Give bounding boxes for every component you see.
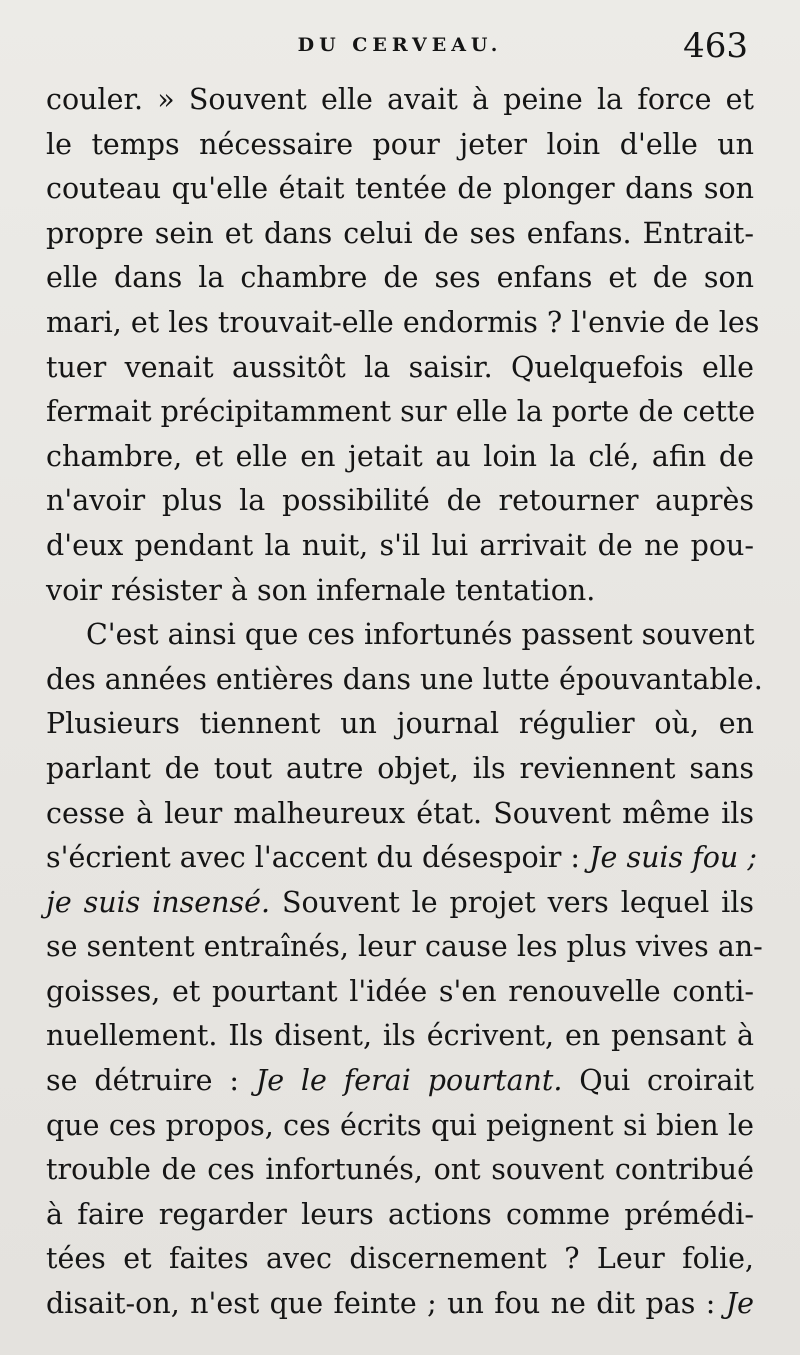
text-line: trouble de ces infortunés, ont souvent contribué [46, 1153, 754, 1187]
text-line: nuellement. Ils disent, ils écrivent, en pensant à [46, 1019, 754, 1053]
text-line: tuer venait aussitôt la saisir. Quelquefois elle [46, 350, 754, 384]
text-line: d'eux pendant la nuit, s'il lui arrivait de ne pou- [46, 528, 754, 562]
italic-quote: Je suis fou ; [589, 841, 757, 875]
text-line: je suis insensé. Souvent le projet vers lequel ils [46, 885, 755, 919]
text-line: Plusieurs tiennent un journal régulier où, en [46, 707, 754, 741]
text-line: se détruire : Je le ferai pourtant. Qui croirait [46, 1064, 755, 1098]
text-line: s'écrient avec l'accent du désespoir : Je suis fou ; [46, 841, 757, 875]
text-line: se sentent entraînés, leur cause les plus vives an- [46, 930, 763, 964]
text-line: parlant de tout autre objet, ils reviennent sans [46, 751, 754, 785]
text-line: goisses, et pourtant l'idée s'en renouvelle conti- [46, 974, 754, 1008]
running-title: DU CERVEAU. [297, 34, 503, 56]
running-header [0, 28, 800, 68]
text-line: chambre, et elle en jetait au loin la clé, afin de [46, 439, 754, 473]
paragraph-end-line: voir résister à son infernale tentation. [46, 573, 596, 607]
text-line: couler. » Souvent elle avait à peine la force et [46, 83, 754, 116]
text-line: des années entières dans une lutte épouvantable. [46, 662, 763, 696]
text-line: le temps nécessaire pour jeter loin d'elle un [46, 127, 754, 161]
text-line: propre sein et dans celui de ses enfans. Entrait- [46, 216, 754, 250]
italic-quote: je suis insensé. [46, 885, 271, 919]
text-line: cesse à leur malheureux état. Souvent même ils [46, 796, 754, 830]
italic-quote: Je le ferai pourtant. [255, 1064, 563, 1098]
text-line: fermait précipitamment sur elle la porte de cette [46, 395, 756, 429]
page-number: 463 [683, 26, 748, 66]
text-line: mari, et les trouvait-elle endormis ? l'envie de les [46, 305, 760, 339]
body-text [46, 78, 763, 1327]
text-line: que ces propos, ces écrits qui peignent si bien le [46, 1108, 754, 1142]
paragraph-start-line: C'est ainsi que ces infortunés passent souvent [86, 618, 755, 652]
text-line: n'avoir plus la possibilité de retourner auprès [46, 484, 754, 518]
text-line: couteau qu'elle était tentée de plonger dans son [46, 172, 754, 206]
text-line: disait-on, n'est que feinte ; un fou ne dit pas : Je [46, 1287, 754, 1321]
text-line: elle dans la chambre de ses enfans et de son [46, 261, 754, 295]
text-line: tées et faites avec discernement ? Leur folie, [46, 1242, 754, 1276]
italic-quote: Je [725, 1287, 754, 1321]
text-line: à faire regarder leurs actions comme prémédi- [46, 1197, 754, 1231]
